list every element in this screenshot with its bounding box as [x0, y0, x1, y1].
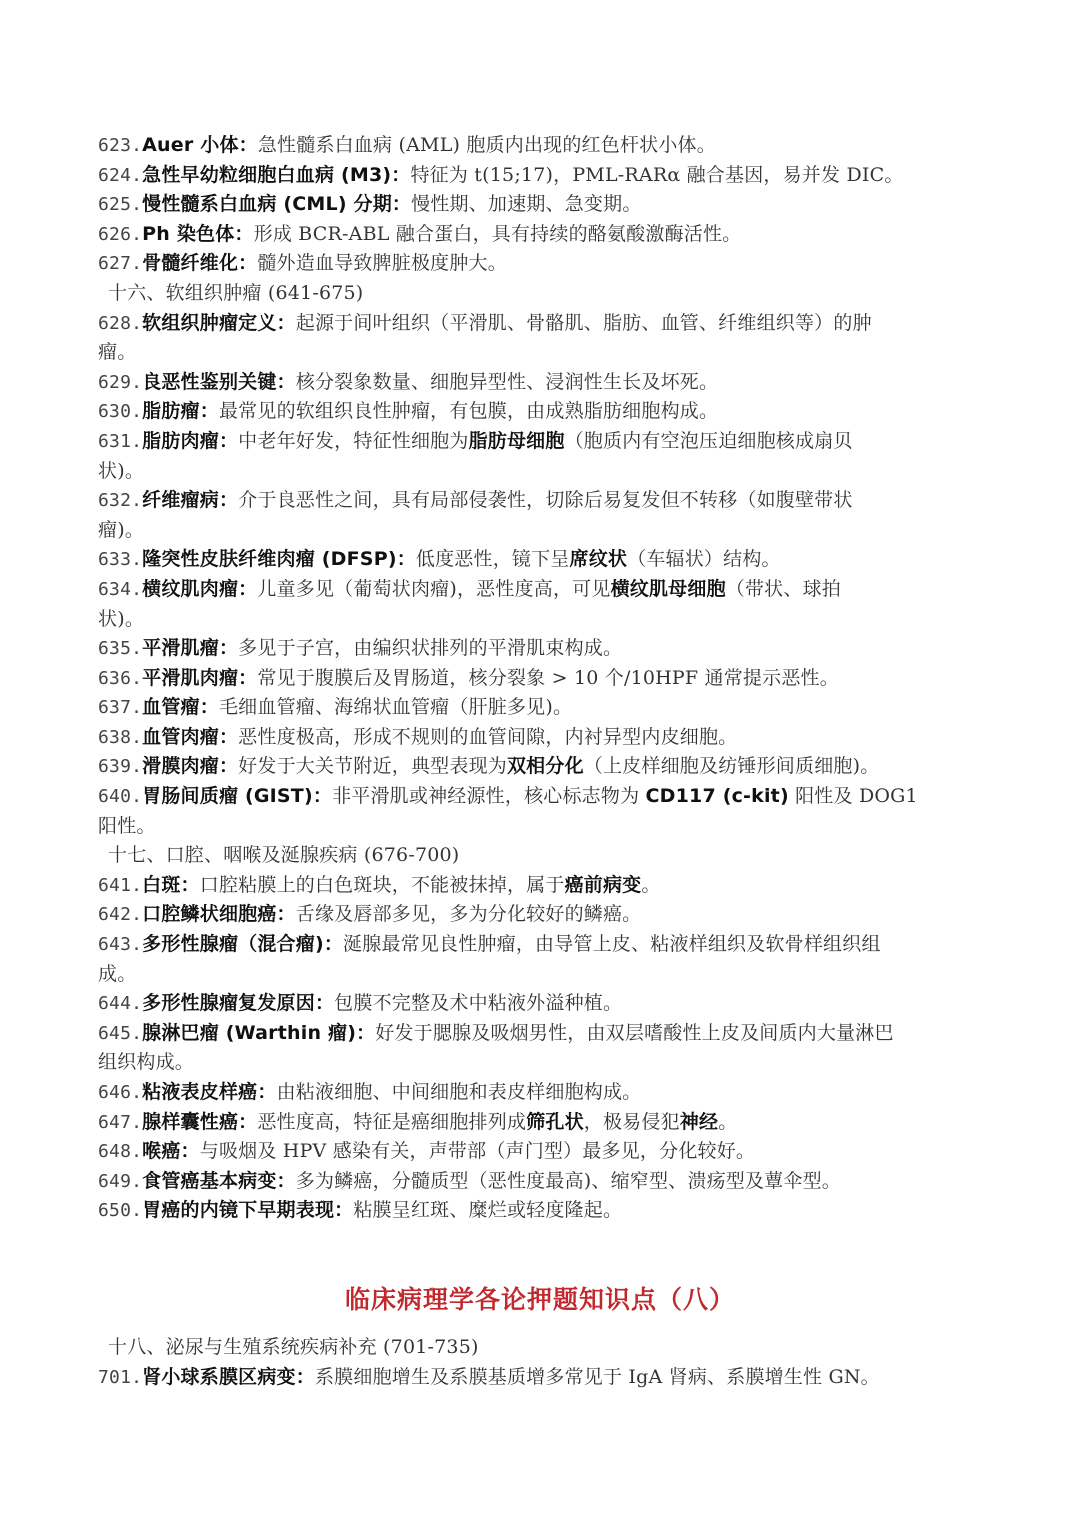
- item-text: ，极易侵犯: [583, 1110, 680, 1133]
- item-number: 645.: [98, 1022, 143, 1044]
- item-text: 好发于腮腺及吸烟男性，由双层嗜酸性上皮及间质内大量淋巴: [375, 1021, 894, 1044]
- item-emphasis: 筛孔状: [526, 1110, 584, 1133]
- item-number: 626.: [98, 223, 143, 245]
- list-item: [98, 782, 988, 812]
- item-text: 急性髓系白血病 (AML) 胞质内出现的红色杆状小体。: [257, 134, 716, 156]
- item-number: 701.: [98, 1366, 143, 1388]
- item-number: 637.: [98, 697, 143, 719]
- section-heading: 十八、泌尿与生殖系统疾病补充 (701-735): [108, 1336, 479, 1358]
- list-item: [98, 397, 988, 427]
- list-item: [98, 1363, 988, 1393]
- item-number: 644.: [98, 993, 143, 1015]
- list-item: [98, 1078, 988, 1108]
- list-item-continuation: 阳性。: [98, 814, 156, 837]
- item-number: 635.: [98, 638, 143, 660]
- item-text: 毛细血管瘤、海绵状血管瘤（肝脏多见)。: [218, 696, 573, 719]
- item-emphasis: 神经: [679, 1110, 719, 1133]
- item-text: 涎腺最常见良性肿瘤，由导管上皮、粘液样组织及软骨样组织组: [343, 933, 881, 956]
- item-text: 髓外造血导致脾脏极度肿大。: [257, 252, 507, 275]
- item-term: 胃肠间质瘤 (GIST)：: [142, 785, 333, 808]
- item-text: 舌缘及唇部多见，多为分化较好的鳞癌。: [295, 903, 642, 926]
- list-item: [98, 220, 988, 250]
- item-emphasis: 横纹肌母细胞: [610, 577, 726, 600]
- list-item: [98, 309, 988, 339]
- list-item: [98, 427, 988, 457]
- item-text: （胞质内有空泡压迫细胞核成扇贝: [564, 429, 853, 452]
- item-term: 多形性腺瘤复发原因：: [142, 992, 335, 1015]
- item-number: 623.: [98, 135, 143, 156]
- item-term: Auer 小体：: [142, 134, 258, 156]
- item-text: 包膜不完整及术中粘液外溢种植。: [334, 992, 623, 1015]
- item-number: 631.: [98, 430, 143, 452]
- document-body: [98, 131, 988, 1226]
- item-number: 650.: [98, 1200, 143, 1222]
- list-item: [98, 900, 988, 930]
- item-text: 多为鳞癌，分髓质型（恶性度最高)、缩窄型、溃疡型及蕈伞型。: [295, 1169, 841, 1192]
- item-text: （上皮样细胞及纺锤形间质细胞)。: [583, 755, 880, 778]
- list-item-continuation: 组织构成。: [98, 1051, 195, 1074]
- item-text: 形成 BCR-ABL 融合蛋白，具有持续的酪氨酸激酶活性。: [253, 222, 742, 245]
- item-number: 632.: [98, 490, 143, 512]
- item-term: 纤维瘤病：: [142, 489, 239, 512]
- item-emphasis: 席纹状: [569, 548, 628, 571]
- list-item-continuation: 状)。: [98, 607, 145, 630]
- list-item-continuation: 成。: [98, 962, 137, 985]
- item-number: 627.: [98, 253, 143, 275]
- item-number: 640.: [98, 786, 143, 808]
- list-item: [98, 871, 988, 901]
- item-term: 血管肉瘤：: [142, 725, 239, 748]
- document-body-part2: [98, 1333, 988, 1392]
- list-item: [98, 131, 988, 161]
- list-item: [98, 161, 988, 191]
- item-number: 648.: [98, 1141, 143, 1163]
- item-term: 隆突性皮肤纤维肉瘤 (DFSP)：: [142, 548, 416, 571]
- item-term: 胃癌的内镜下早期表现：: [142, 1199, 354, 1222]
- list-item: [98, 989, 988, 1019]
- item-emphasis: 癌前病变: [564, 873, 642, 896]
- item-number: 649.: [98, 1170, 143, 1192]
- item-term: 平滑肌瘤：: [142, 637, 239, 660]
- item-text: 由粘液细胞、中间细胞和表皮样细胞构成。: [276, 1081, 642, 1103]
- item-term: Ph 染色体：: [142, 222, 254, 245]
- item-text: 阳性及 DOG1: [788, 785, 918, 808]
- item-term: 血管瘤：: [142, 696, 219, 719]
- item-term: 脂肪肉瘤：: [142, 429, 239, 452]
- item-term: 口腔鳞状细胞癌：: [142, 903, 296, 926]
- item-text: 好发于大关节附近，典型表现为: [238, 755, 507, 778]
- item-emphasis: 双相分化: [506, 755, 584, 778]
- item-number: 624.: [98, 164, 143, 186]
- list-item: [98, 664, 988, 694]
- item-text: 常见于腹膜后及胃肠道，核分裂象 > 10 个/10HPF 通常提示恶性。: [257, 666, 839, 689]
- item-number: 641.: [98, 874, 143, 896]
- item-number: 633.: [98, 549, 143, 571]
- item-term: 食管癌基本病变：: [142, 1169, 296, 1192]
- item-number: 634.: [98, 578, 143, 600]
- list-item: [98, 1137, 988, 1167]
- item-term: 喉癌：: [142, 1140, 200, 1163]
- list-item: [98, 1019, 988, 1049]
- item-text: （车辐状）结构。: [627, 548, 781, 571]
- list-item: [98, 930, 988, 960]
- list-item: [98, 1196, 988, 1226]
- item-term: 良恶性鉴别关键：: [142, 370, 296, 393]
- item-text: 儿童多见（葡萄状肉瘤)，恶性度高，可见: [257, 577, 611, 600]
- item-text: 系膜细胞增生及系膜基质增多常见于 IgA 肾病、系膜增生性 GN。: [314, 1365, 880, 1388]
- list-item: [98, 1108, 988, 1138]
- item-text: 恶性度高，特征是癌细胞排列成: [257, 1110, 527, 1133]
- item-text: 特征为 t(15;17)，PML-RARα 融合基因，易并发 DIC。: [410, 163, 904, 186]
- list-item: [98, 634, 988, 664]
- item-text: 恶性度极高，形成不规则的血管间隙，内衬异型内皮细胞。: [238, 725, 738, 748]
- list-item: [98, 486, 988, 516]
- item-text: 。: [718, 1110, 738, 1133]
- item-emphasis: 脂肪母细胞: [468, 429, 565, 452]
- item-term: 软组织肿瘤定义：: [142, 311, 296, 334]
- item-number: 636.: [98, 667, 143, 689]
- item-text: 低度恶性，镜下呈: [415, 548, 570, 571]
- item-number: 630.: [98, 401, 143, 423]
- item-term: 白斑：: [142, 873, 200, 896]
- item-term: 肾小球系膜区病变：: [142, 1365, 315, 1388]
- item-term: 急性早幼粒细胞白血病 (M3)：: [142, 163, 411, 186]
- item-text: 。: [641, 873, 661, 896]
- list-item: [98, 368, 988, 398]
- item-number: 638.: [98, 726, 143, 748]
- item-text: 最常见的软组织良性肿瘤，有包膜，由成熟脂肪细胞构成。: [218, 400, 719, 423]
- list-item-continuation: 瘤。: [98, 341, 137, 364]
- list-item: [98, 723, 988, 753]
- item-number: 642.: [98, 904, 143, 926]
- item-text: 与吸烟及 HPV 感染有关，声带部（声门型）最多见，分化较好。: [199, 1140, 756, 1163]
- item-term: 腺样囊性癌：: [142, 1110, 258, 1133]
- item-term: 横纹肌肉瘤：: [142, 577, 258, 600]
- item-text: 慢性期、加速期、急变期。: [411, 193, 642, 216]
- item-term: 腺淋巴瘤 (Warthin 瘤)：: [142, 1021, 376, 1044]
- item-text: 起源于间叶组织（平滑肌、骨骼肌、脂肪、血管、纤维组织等）的肿: [295, 311, 872, 334]
- item-term: 脂肪瘤：: [142, 400, 219, 423]
- list-item: [98, 693, 988, 723]
- item-number: 639.: [98, 756, 143, 778]
- item-text: （带状、球拍: [725, 577, 841, 600]
- list-item: [98, 190, 988, 220]
- item-term: 骨髓纤维化：: [142, 252, 258, 275]
- item-number: 646.: [98, 1082, 143, 1103]
- chapter-title: 临床病理学各论押题知识点（八）: [344, 1285, 735, 1314]
- item-number: 643.: [98, 934, 143, 956]
- item-text: 非平滑肌或神经源性，核心标志物为: [332, 785, 646, 808]
- item-number: 647.: [98, 1111, 143, 1133]
- list-item: [98, 575, 988, 605]
- item-text: 核分裂象数量、细胞异型性、浸润性生长及坏死。: [295, 370, 719, 393]
- item-text: 粘膜呈红斑、糜烂或轻度隆起。: [353, 1199, 623, 1222]
- item-term: 慢性髓系白血病 (CML) 分期：: [142, 193, 412, 216]
- item-number: 628.: [98, 312, 143, 334]
- item-emphasis: CD117 (c-kit): [645, 785, 789, 808]
- section-heading: 十六、软组织肿瘤 (641-675): [108, 281, 364, 304]
- list-item: [98, 249, 988, 279]
- list-item-continuation: 状)。: [98, 459, 145, 482]
- section-heading: 十七、口腔、咽喉及涎腺疾病 (676-700): [108, 844, 460, 867]
- item-text: 中老年好发，特征性细胞为: [238, 429, 469, 452]
- list-item-continuation: 瘤)。: [98, 518, 145, 541]
- item-term: 平滑肌肉瘤：: [142, 666, 258, 689]
- item-text: 介于良恶性之间，具有局部侵袭性，切除后易复发但不转移（如腹壁带状: [238, 489, 853, 512]
- item-term: 粘液表皮样癌：: [142, 1081, 277, 1103]
- list-item: [98, 1167, 988, 1197]
- item-term: 多形性腺瘤（混合瘤)：: [142, 933, 344, 956]
- item-number: 625.: [98, 194, 143, 216]
- item-number: 629.: [98, 371, 143, 393]
- item-term: 滑膜肉瘤：: [142, 755, 239, 778]
- item-text: 多见于子宫，由编织状排列的平滑肌束构成。: [238, 637, 623, 660]
- list-item: [98, 752, 988, 782]
- list-item: [98, 545, 988, 575]
- item-text: 口腔粘膜上的白色斑块，不能被抹掉，属于: [199, 873, 565, 896]
